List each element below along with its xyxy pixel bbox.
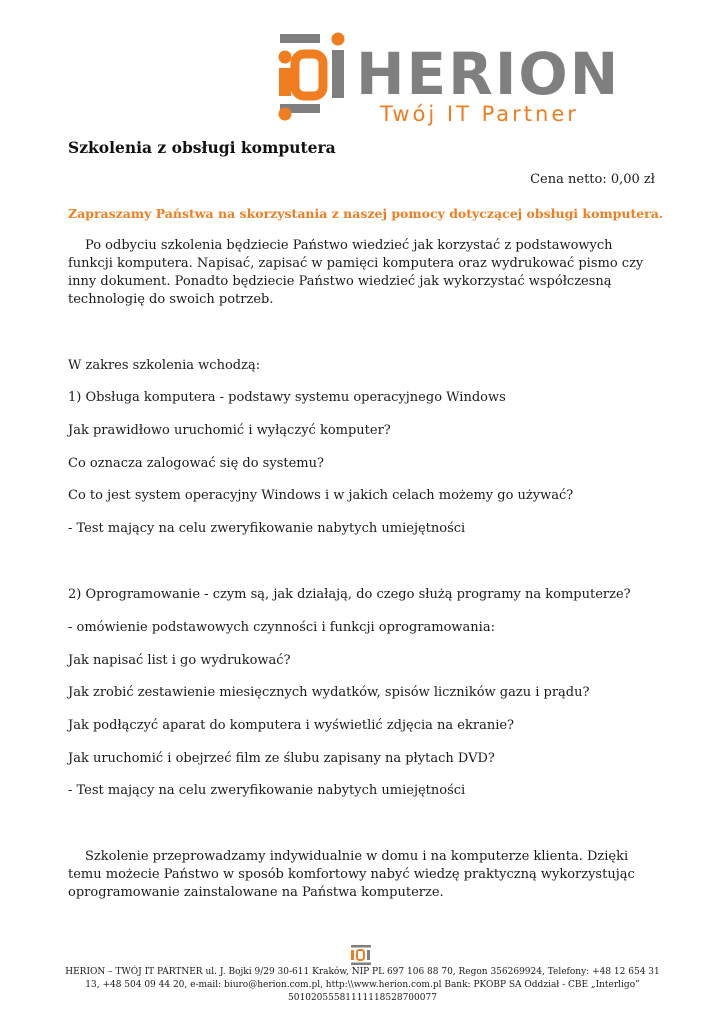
footer-line: HERION – TWÓJ IT PARTNER ul. J. Bojki 9/29 30-611 Kraków, NIP PL 697 106 88 70, Regon 356269924, Telefony: +48 12 654 31 xyxy=(65,967,660,977)
footer xyxy=(60,966,665,1005)
herion-logo xyxy=(276,30,658,126)
page-title: Szkolenia z obsługi komputera xyxy=(68,138,336,157)
section2-item: - omówienie podstawowych czynności i funkcji oprogramowania: xyxy=(68,620,495,635)
footer-line: 50102055581111118528700077 xyxy=(288,993,437,1003)
section2-item: 2) Oprogramowanie - czym są, jak działają, do czego służą programy na komputerze? xyxy=(68,587,631,602)
price-label: Cena netto: 0,00 zł xyxy=(530,172,655,187)
logo-tagline: Twój IT Partner xyxy=(380,102,579,126)
intro-text: Zapraszamy Państwa na skorzystania z naszej pomocy dotyczącej obsługi komputera. xyxy=(68,206,664,221)
footer-line: 13, +48 504 09 44 20, e-mail: biuro@herion.com.pl, http:\\www.herion.com.pl Bank: PKOBP SA Oddział - CBE „Interligo” xyxy=(85,980,640,990)
section2-item: Jak zrobić zestawienie miesięcznych wydatków, spisów liczników gazu i prądu? xyxy=(68,685,590,700)
section1-item: 1) Obsługa komputera - podstawy systemu operacyjnego Windows xyxy=(68,390,506,405)
logo-brand: HERION xyxy=(356,40,621,108)
section2-item: - Test mający na celu zweryfikowanie nabytych umiejętności xyxy=(68,783,466,798)
scope-heading: W zakres szkolenia wchodzą: xyxy=(68,358,261,373)
section1-item: Co to jest system operacyjny Windows i w jakich celach możemy go używać? xyxy=(68,488,574,503)
paragraph-intro: Po odbyciu szkolenia będziecie Państwo wiedzieć jak korzystać z podstawowych funkcji komputera. Napisać, zapisać w pamięci komputera oraz wydrukować pismo czy inny dokument. Ponadto będziecie Państwo wiedzieć jak wykorzystać współczesną technologię do swoich potrzeb. xyxy=(68,238,644,307)
closing-paragraph: Szkolenie przeprowadzamy indywidualnie w domu i na komputerze klienta. Dzięki temu możecie Państwo w sposób komfortowy nabyć wiedzę praktyczną wykorzystując oprogramowanie zainstalowane na Państwa komputerze. xyxy=(68,849,635,900)
section1-item: Co oznacza zalogować się do systemu? xyxy=(68,456,324,471)
section1-item: - Test mający na celu zweryfikowanie nabytych umiejętności xyxy=(68,521,466,536)
herion-small-icon xyxy=(350,944,372,966)
section1-item: Jak prawidłowo uruchomić i wyłączyć komputer? xyxy=(68,423,391,438)
section2-item: Jak podłączyć aparat do komputera i wyświetlić zdjęcia na ekranie? xyxy=(68,718,515,733)
section2-item: Jak napisać list i go wydrukować? xyxy=(68,653,291,668)
section2-item: Jak uruchomić i obejrzeć film ze ślubu zapisany na płytach DVD? xyxy=(68,751,495,766)
